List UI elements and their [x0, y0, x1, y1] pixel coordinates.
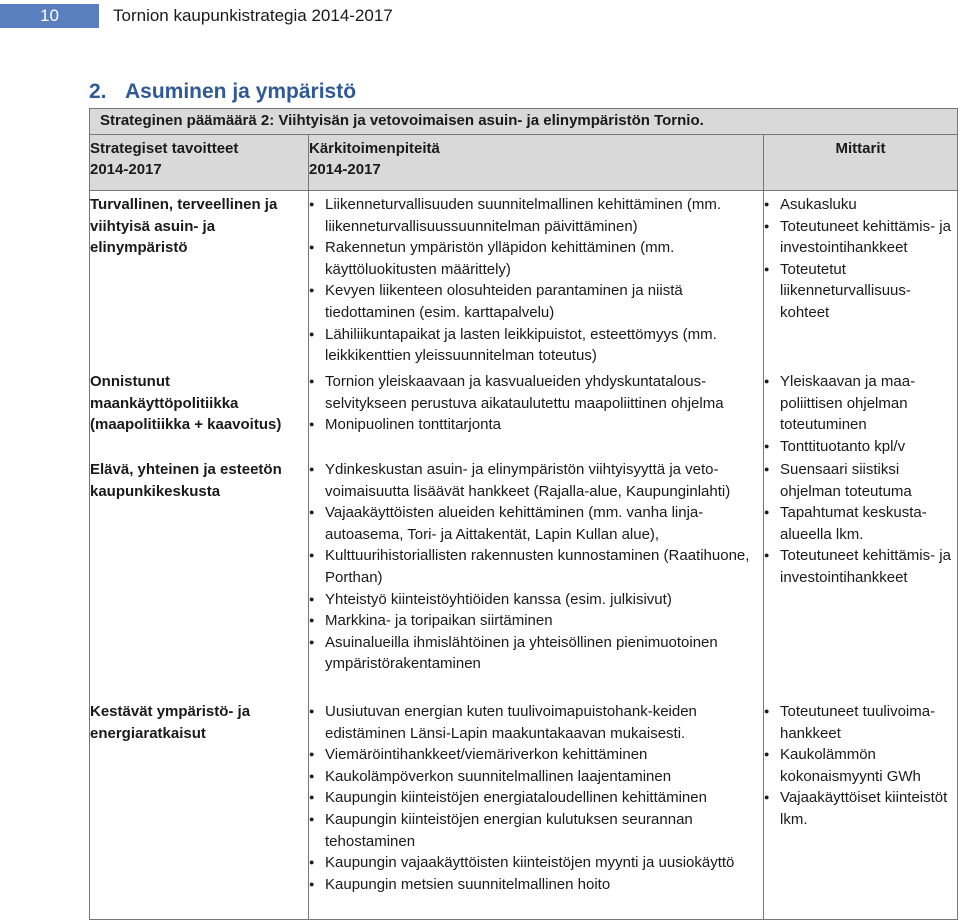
list-item: ● Vajaakäyttöiset kiinteistöt lkm.	[764, 787, 957, 830]
list-item: ● Lähiliikuntapaikat ja lasten leikkipuistot, esteettömyys (mm. leikkikenttien yleissuunnitelman toteutus)	[309, 324, 763, 367]
section-title-text: Asuminen ja ympäristö	[125, 80, 357, 103]
list-item: ● Ydinkeskustan asuin- ja elinympäristön viihtyisyyttä ja veto-voimaisuutta lisäävät hankkeet (Rajalla-alue, Kaupunginlahti)	[309, 459, 763, 502]
list-item: ● Kaupungin kiinteistöjen energian kulutuksen seurannan tehostaminen	[309, 809, 763, 852]
list-item: ● Kaupungin metsien suunnitelmallinen hoito	[309, 874, 763, 896]
metrics-list-2	[764, 371, 957, 457]
header-objectives-label: Strategiset tavoitteet	[90, 140, 239, 157]
list-item: ● Asuinalueilla ihmislähtöinen ja yhteisöllinen pienimuotoinen ympäristörakentaminen	[309, 632, 763, 675]
header-objectives-years: 2014-2017	[90, 161, 162, 178]
metrics-list-1	[764, 194, 957, 324]
list-item: ● Suensaari siistiksi ohjelman toteutuma	[764, 459, 957, 502]
list-item: ● Kaukolämmön kokonaismyynti GWh	[764, 744, 957, 787]
list-item: ● Kevyen liikenteen olosuhteiden parantaminen ja niistä tiedottaminen (esim. karttapalvelu)	[309, 280, 763, 323]
list-item: ● Tapahtumat keskusta-alueella lkm.	[764, 502, 957, 545]
metrics-list-4	[764, 701, 957, 831]
header-metrics-label: Mittarit	[835, 140, 886, 157]
list-item: ● Kulttuurihistoriallisten rakennusten kunnostaminen (Raatihuone, Porthan)	[309, 545, 763, 588]
list-item: ● Tornion yleiskaavaan ja kasvualueiden yhdyskuntatalous-selvitykseen perustuva aikataulutettu maapoliittinen ohjelma	[309, 371, 763, 414]
list-item: ● Rakennetun ympäristön ylläpidon kehittäminen (mm. käyttöluokitusten määrittely)	[309, 237, 763, 280]
list-item: ● Tonttituotanto kpl/v	[764, 436, 957, 458]
objective-1: Turvallinen, terveellinen ja viihtyisä asuin- ja elinympäristö	[90, 196, 278, 257]
list-item: ● Yleiskaavan ja maa-poliittisen ohjelman toteutuminen	[764, 371, 957, 436]
section-title	[89, 78, 356, 106]
list-item: ● Yhteistyö kiinteistöyhtiöiden kanssa (esim. julkisivut)	[309, 589, 763, 611]
objective-2: Onnistunut maankäyttöpolitiikka (maapolitiikka + kaavoitus)	[90, 373, 282, 434]
actions-list-3	[309, 459, 763, 675]
header-actions	[309, 135, 764, 191]
list-item: ● Vajaakäyttöisten alueiden kehittäminen (mm. vanha linja-autoasema, Tori- ja Aittakentät, Lapin Kullan alue),	[309, 502, 763, 545]
header-actions-years: 2014-2017	[309, 161, 381, 178]
header-objectives	[90, 135, 309, 191]
actions-column	[309, 191, 764, 920]
table-body-row	[90, 191, 958, 920]
objectives-column	[90, 191, 309, 920]
strategy-table	[89, 108, 958, 920]
objective-4: Kestävät ympäristö- ja energiaratkaisut	[90, 703, 251, 742]
actions-list-2	[309, 371, 763, 436]
metrics-column	[764, 191, 958, 920]
actions-list-4	[309, 701, 763, 895]
list-item: ● Viemäröintihankkeet/viemäriverkon kehittäminen	[309, 744, 763, 766]
list-item: ● Kaukolämpöverkon suunnitelmallinen laajentaminen	[309, 766, 763, 788]
list-item: ● Markkina- ja toripaikan siirtäminen	[309, 610, 763, 632]
strategic-goal: Strateginen päämäärä 2: Viihtyisän ja vetovoimaisen asuin- ja elinympäristön Tornio.	[90, 109, 958, 135]
list-item: ● Toteutetut liikenneturvallisuus-kohteet	[764, 259, 957, 324]
list-item: ● Toteutuneet kehittämis- ja investointihankkeet	[764, 216, 957, 259]
objective-3: Elävä, yhteinen ja esteetön kaupunkikeskusta	[90, 461, 282, 500]
actions-list-1	[309, 194, 763, 367]
list-item: ● Kaupungin vajaakäyttöisten kiinteistöjen myynti ja uusiokäyttö	[309, 852, 763, 874]
document-title: Tornion kaupunkistrategia 2014-2017	[113, 6, 393, 25]
list-item: ● Toteutuneet tuulivoima-hankkeet	[764, 701, 957, 744]
page-number: 10	[0, 4, 99, 28]
table-header-row	[90, 135, 958, 191]
section-number: 2.	[89, 80, 107, 103]
metrics-list-3	[764, 459, 957, 589]
header-actions-label: Kärkitoimenpiteitä	[309, 140, 440, 157]
list-item: ● Kaupungin kiinteistöjen energiataloudellinen kehittäminen	[309, 787, 763, 809]
list-item: ● Monipuolinen tonttitarjonta	[309, 414, 763, 436]
list-item: ● Liikenneturvallisuuden suunnitelmallinen kehittäminen (mm. liikenneturvallisuussuunnitelman päivittäminen)	[309, 194, 763, 237]
header-metrics	[764, 135, 958, 191]
list-item: ● Asukasluku	[764, 194, 957, 216]
list-item: ● Toteutuneet kehittämis- ja investointihankkeet	[764, 545, 957, 588]
list-item: ● Uusiutuvan energian kuten tuulivoimapuistohank-keiden edistäminen Länsi-Lapin maakuntakaavan mukaisesti.	[309, 701, 763, 744]
